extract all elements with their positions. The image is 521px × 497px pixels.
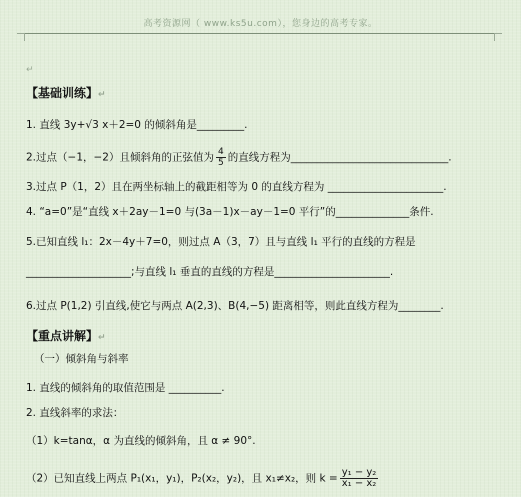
corner-mark-left	[17, 33, 25, 41]
q2-numerator: 4	[217, 147, 224, 157]
corner-mark-right	[494, 33, 502, 41]
question-4: 4. “a=0”是“直线 x＋2ay－1=0 与(3a－1)x－ay－1=0 平行”的______________条件.	[26, 206, 434, 218]
page-header: 高考资源网（ www.ks5u.com），您身边的高考专家。	[143, 19, 378, 29]
section-title: 【基础训练】	[26, 86, 99, 100]
question-2	[26, 147, 452, 168]
q2-prefix: 2.过点（−1，−2）且倾斜角的正弦值为	[26, 151, 214, 164]
p5-denominator: x₁ − x₂	[341, 478, 377, 489]
point-5	[26, 468, 380, 489]
header-rule	[24, 33, 494, 34]
question-3: 3.过点 P（1，2）且在两坐标轴上的截距相等为 0 的直线方程为 ______________________.	[26, 181, 447, 193]
question-5-line-2: ____________________;与直线 l₁ 垂直的直线的方程是______________________.	[26, 266, 394, 278]
return-mark-icon: ↵	[98, 90, 106, 100]
section-basic-training	[26, 84, 106, 101]
return-mark-icon: ↵	[98, 333, 106, 343]
q2-denominator: 5	[217, 158, 224, 168]
q1-sqrt: √3	[85, 119, 99, 131]
paragraph-mark	[26, 62, 34, 77]
p5-fraction	[340, 468, 379, 489]
q1-suffix: x＋2=0 的倾斜角是_________.	[98, 119, 248, 131]
point-2: 1. 直线的倾斜角的取值范围是 __________.	[26, 382, 225, 394]
q1-prefix: 1. 直线 3y+	[26, 119, 86, 131]
question-5-line-1: 5.已知直线 l₁：2x－4y＋7=0，则过点 A（3，7）且与直线 l₁ 平行的直线的方程是	[26, 236, 416, 248]
section-title: 【重点讲解】	[26, 329, 99, 343]
point-1: （一）倾斜角与斜率	[34, 353, 129, 365]
point-4: （1）k=tanα，α 为直线的倾斜角，且 α ≠ 90°.	[26, 435, 256, 447]
p5-prefix: （2）已知直线上两点 P₁(x₁，y₁)，P₂(x₂，y₂)，且 x₁≠x₂，则 k =	[26, 472, 338, 485]
point-3: 2. 直线斜率的求法：	[26, 407, 124, 419]
question-1	[26, 118, 247, 132]
q2-suffix: 的直线方程为______________________________.	[227, 151, 452, 164]
p5-numerator: y₁ − y₂	[341, 467, 377, 478]
question-6: 6.过点 P(1,2) 引直线,使它与两点 A(2,3)、B(4,−5) 距离相等，则此直线方程为________.	[26, 300, 444, 312]
q2-fraction	[216, 147, 226, 168]
return-mark-icon: ↵	[26, 65, 34, 75]
section-key-points	[26, 327, 106, 344]
